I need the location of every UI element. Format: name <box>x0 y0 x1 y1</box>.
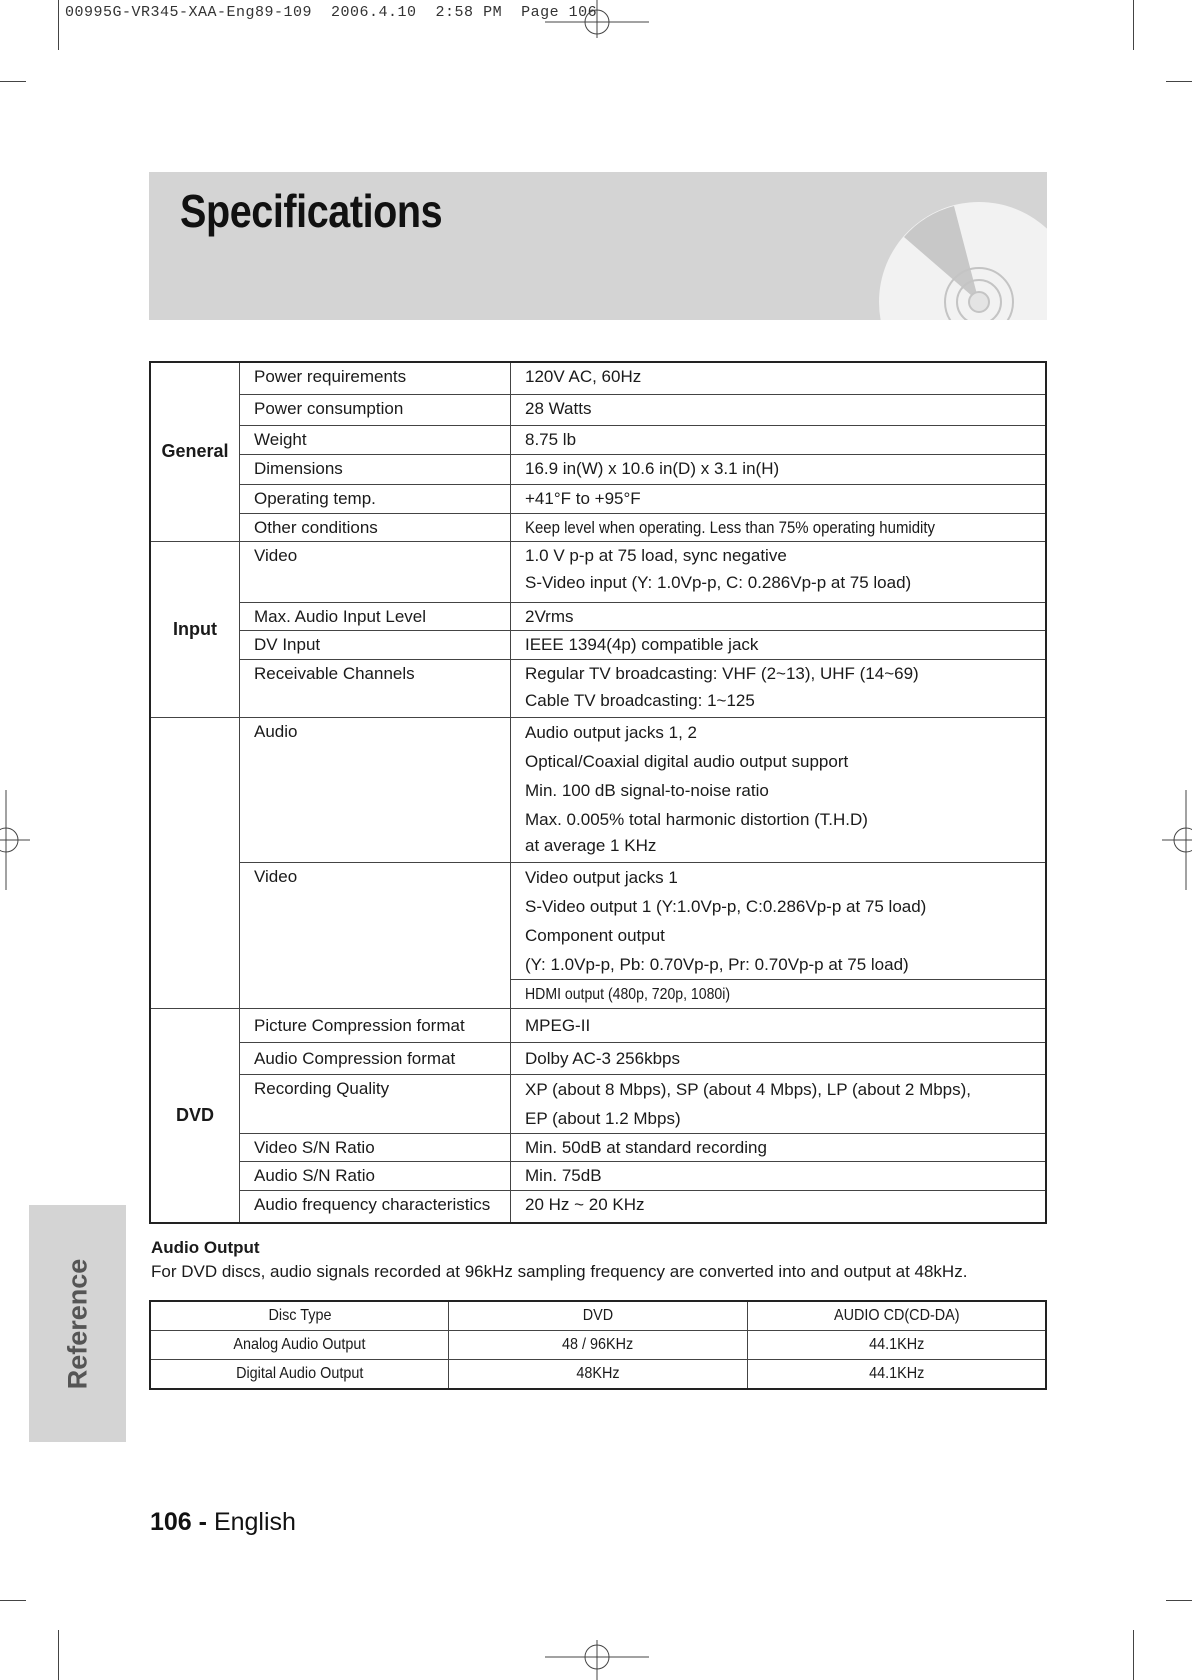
spec-value <box>511 979 1047 1008</box>
spec-value-line: XP (about 8 Mbps), SP (about 4 Mbps), LP (about 2 Mbps), <box>525 1079 972 1099</box>
column-header <box>449 1301 748 1330</box>
table-row <box>150 513 1046 541</box>
spec-value-line: Component output <box>525 925 665 945</box>
spec-value <box>511 659 1047 717</box>
print-slug: 00995G-VR345-XAA-Eng89-109 2006.4.10 2:58 PM Page 106 <box>65 4 598 21</box>
crop-mark <box>0 81 26 82</box>
page-footer <box>150 1508 296 1537</box>
spec-label: Dimensions <box>240 454 511 484</box>
spec-label: Power consumption <box>240 394 511 425</box>
spec-value: 120V AC, 60Hz <box>511 362 1047 394</box>
spec-value: +41°F to +95°F <box>511 484 1047 513</box>
table-row <box>150 630 1046 659</box>
spec-value <box>511 513 1047 541</box>
table-cell <box>449 1359 748 1389</box>
spec-label: Video S/N Ratio <box>240 1133 511 1161</box>
table-header-row <box>150 1301 1046 1330</box>
spec-value: Min. 50dB at standard recording <box>511 1133 1047 1161</box>
crop-mark <box>58 0 59 50</box>
spec-value-line: EP (about 1.2 Mbps) <box>525 1108 681 1128</box>
registration-mark-bottom <box>545 1640 649 1680</box>
table-row <box>150 1190 1046 1223</box>
page-title: Specifications <box>180 185 443 237</box>
table-row <box>150 362 1046 394</box>
table-row <box>150 717 1046 862</box>
registration-mark-left <box>0 790 30 890</box>
spec-value-line: at average 1 KHz <box>525 835 657 855</box>
table-cell-text: 44.1KHz <box>868 1335 925 1353</box>
crop-mark <box>1166 1600 1192 1601</box>
table-cell-text: 44.1KHz <box>868 1364 925 1382</box>
table-row <box>150 1359 1046 1389</box>
table-cell <box>449 1330 748 1359</box>
crop-mark <box>1133 1630 1134 1680</box>
spec-label: DV Input <box>240 630 511 659</box>
table-cell-text: 48KHz <box>576 1364 620 1382</box>
spec-value <box>511 1074 1047 1133</box>
table-row <box>150 862 1046 979</box>
spec-label: Other conditions <box>240 513 511 541</box>
table-cell-text: Digital Audio Output <box>235 1364 364 1382</box>
audio-output-table <box>149 1300 1047 1390</box>
table-cell <box>150 1330 449 1359</box>
section-side-tab <box>29 1205 126 1442</box>
table-cell-text: Analog Audio Output <box>233 1335 366 1353</box>
spec-label: Recording Quality <box>240 1074 511 1133</box>
crop-mark <box>0 1600 26 1601</box>
registration-mark-top <box>545 0 649 38</box>
spec-label: Weight <box>240 425 511 454</box>
spec-value-line: Max. 0.005% total harmonic distortion (T.H.D) <box>525 809 868 829</box>
spec-label: Audio <box>240 717 511 862</box>
spec-label: Video <box>240 541 511 602</box>
column-header <box>150 1301 449 1330</box>
category-dvd: DVD <box>150 1008 240 1223</box>
spec-value: 28 Watts <box>511 394 1047 425</box>
spec-label: Receivable Channels <box>240 659 511 717</box>
table-row <box>150 394 1046 425</box>
table-row <box>150 1133 1046 1161</box>
table-row <box>150 1074 1046 1133</box>
spec-value-line: Cable TV broadcasting: 1~125 <box>525 690 755 710</box>
spec-value <box>511 862 1047 979</box>
column-header <box>747 1301 1046 1330</box>
title-banner <box>149 172 1047 320</box>
spec-label: Power requirements <box>240 362 511 394</box>
spec-value-line: (Y: 1.0Vp-p, Pb: 0.70Vp-p, Pr: 0.70Vp-p at 75 load) <box>525 954 909 974</box>
category-general: General <box>150 362 240 541</box>
spec-value <box>511 541 1047 602</box>
table-row <box>150 484 1046 513</box>
spec-label: Audio Compression format <box>240 1042 511 1074</box>
audio-output-note <box>151 1236 967 1284</box>
specifications-table <box>149 361 1047 1224</box>
spec-value-line: S-Video input (Y: 1.0Vp-p, C: 0.286Vp-p at 75 load) <box>525 572 912 592</box>
spec-value-line: Regular TV broadcasting: VHF (2~13), UHF (14~69) <box>525 663 919 683</box>
category-output <box>150 717 240 1008</box>
column-header-text: DVD <box>582 1306 614 1324</box>
column-header-text: Disc Type <box>268 1306 332 1324</box>
table-cell <box>747 1359 1046 1389</box>
side-tab-label: Reference <box>62 1258 92 1389</box>
spec-value-line: Audio output jacks 1, 2 <box>525 722 698 742</box>
table-cell <box>747 1330 1046 1359</box>
table-row <box>150 1330 1046 1359</box>
page-language: English <box>213 1508 296 1536</box>
spec-label: Audio S/N Ratio <box>240 1161 511 1190</box>
table-row <box>150 1161 1046 1190</box>
crop-mark <box>1166 81 1192 82</box>
spec-value-line: Optical/Coaxial digital audio output support <box>525 751 849 771</box>
spec-value: 2Vrms <box>511 602 1047 630</box>
category-input: Input <box>150 541 240 717</box>
table-row <box>150 425 1046 454</box>
spec-label: Audio frequency characteristics <box>240 1190 511 1223</box>
spec-value-line: Video output jacks 1 <box>525 867 678 887</box>
table-row <box>150 1008 1046 1042</box>
spec-value: Dolby AC-3 256kbps <box>511 1042 1047 1074</box>
crop-mark <box>58 1630 59 1680</box>
disc-icon <box>869 192 1047 320</box>
spec-value-text: Keep level when operating. Less than 75% operating humidity <box>525 517 936 537</box>
table-row <box>150 602 1046 630</box>
page-number: 106 - <box>150 1508 207 1536</box>
spec-value-text: HDMI output (480p, 720p, 1080i) <box>525 985 731 1003</box>
spec-value: IEEE 1394(4p) compatible jack <box>511 630 1047 659</box>
table-cell-text: 48 / 96KHz <box>562 1335 634 1353</box>
crop-mark <box>1133 0 1134 50</box>
spec-label: Video <box>240 862 511 1008</box>
spec-value: MPEG-II <box>511 1008 1047 1042</box>
spec-value-line: S-Video output 1 (Y:1.0Vp-p, C:0.286Vp-p at 75 load) <box>525 896 927 916</box>
audio-output-heading: Audio Output <box>151 1238 260 1257</box>
spec-value: 16.9 in(W) x 10.6 in(D) x 3.1 in(H) <box>511 454 1047 484</box>
spec-value <box>511 717 1047 862</box>
audio-output-text: For DVD discs, audio signals recorded at 96kHz sampling frequency are converted into and output at 48kHz. <box>151 1262 968 1281</box>
spec-label: Operating temp. <box>240 484 511 513</box>
spec-value: 8.75 lb <box>511 425 1047 454</box>
registration-mark-right <box>1162 790 1192 890</box>
spec-label: Picture Compression format <box>240 1008 511 1042</box>
table-row <box>150 454 1046 484</box>
table-row <box>150 659 1046 717</box>
column-header-text: AUDIO CD(CD-DA) <box>833 1306 960 1324</box>
table-cell <box>150 1359 449 1389</box>
spec-value-line: 1.0 V p-p at 75 load, sync negative <box>525 545 787 565</box>
table-row <box>150 541 1046 602</box>
spec-value-line: Min. 100 dB signal-to-noise ratio <box>525 780 769 800</box>
spec-label: Max. Audio Input Level <box>240 602 511 630</box>
spec-value: 20 Hz ~ 20 KHz <box>511 1190 1047 1223</box>
table-row <box>150 1042 1046 1074</box>
spec-value: Min. 75dB <box>511 1161 1047 1190</box>
